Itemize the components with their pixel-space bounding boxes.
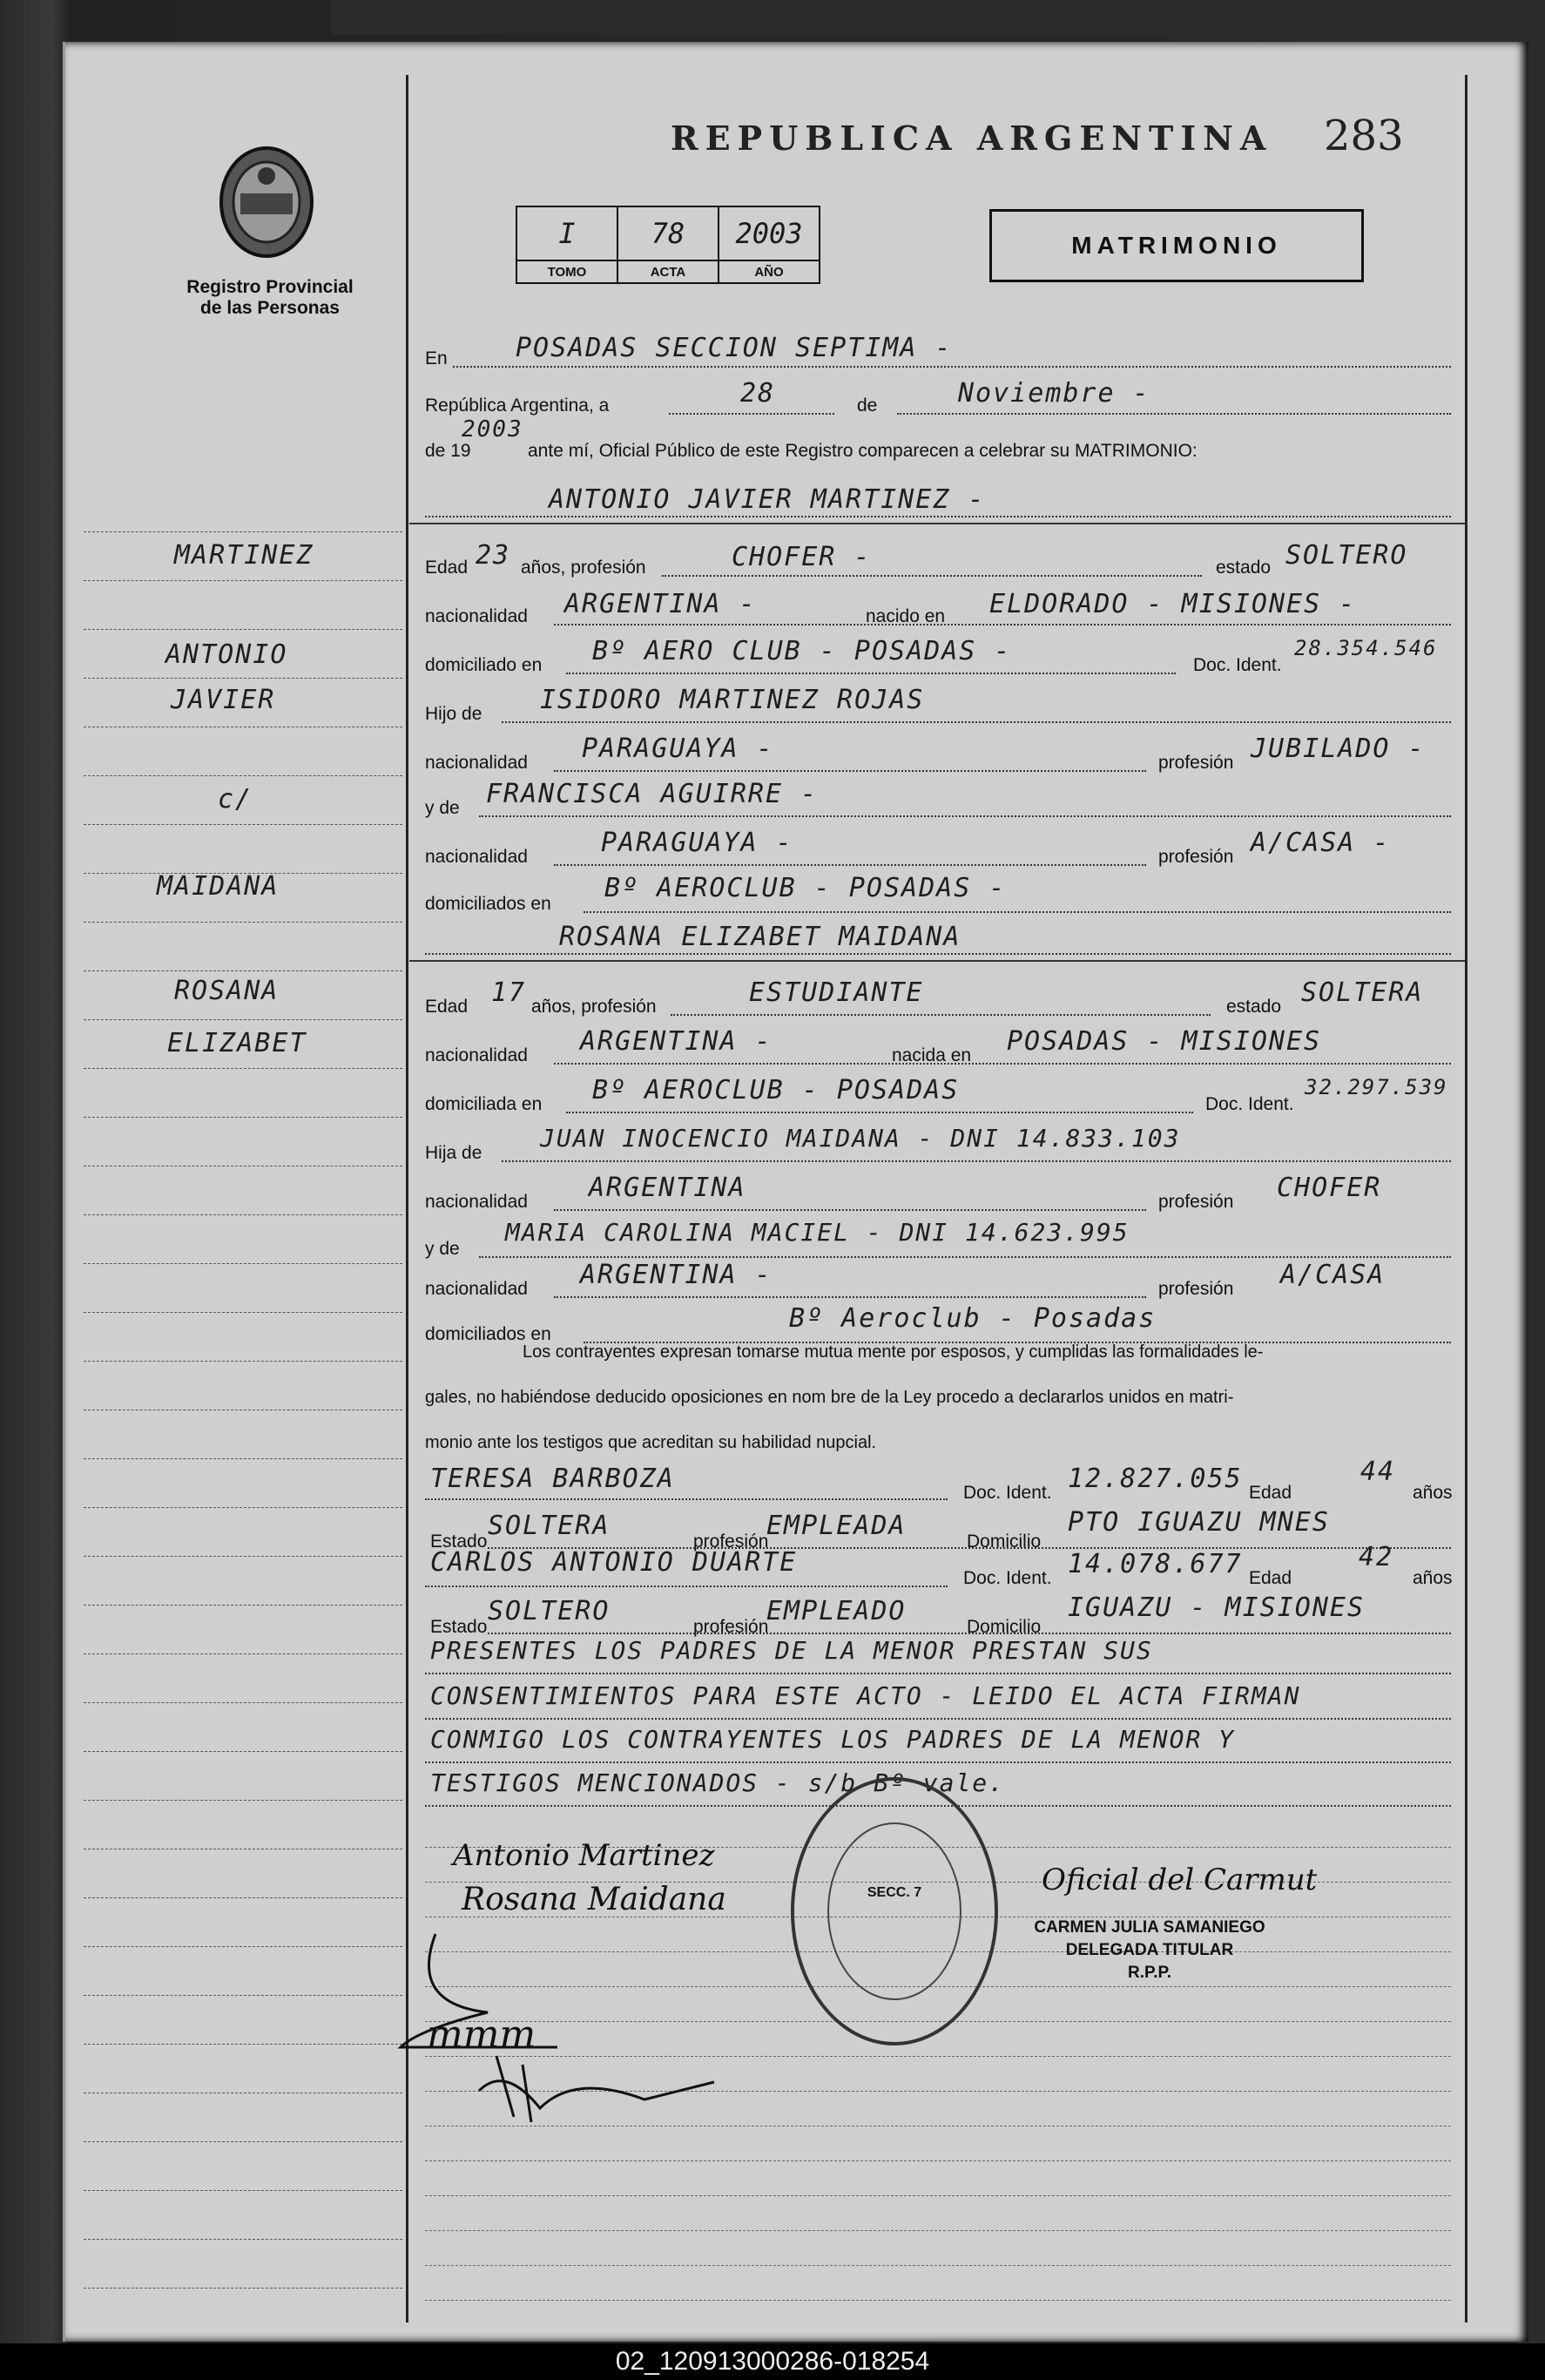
dotline: [425, 1673, 1451, 1674]
year-prefix: de 19: [425, 441, 471, 461]
margin-rule-line: [84, 824, 402, 825]
y-de-label: y de: [425, 798, 460, 818]
estado-label: Estado: [430, 1617, 488, 1637]
margin-rule-line: [84, 1117, 402, 1118]
witness-name: CARLOS ANTONIO DUARTE: [430, 1547, 798, 1578]
nacionalidad-label: nacionalidad: [425, 1279, 528, 1299]
groom-signature: Antonio Martinez: [453, 1838, 715, 1873]
margin-rule-line: [84, 1702, 402, 1703]
acta-label: ACTA: [617, 260, 719, 283]
doc-label: Doc. Ident.: [963, 1483, 1052, 1503]
domiciliados-label: domiciliados en: [425, 1324, 551, 1344]
signature-rule-line: [425, 2265, 1451, 2266]
dotline: [502, 1160, 1451, 1162]
en-label: En: [425, 348, 448, 368]
doc-label: Doc. Ident.: [963, 1568, 1052, 1588]
republica-label: República Argentina, a: [425, 396, 610, 416]
year-value: 2003: [462, 416, 523, 443]
dotline: [425, 1761, 1451, 1763]
profesion-label: años, profesión: [531, 997, 657, 1017]
margin-rule-line: [84, 1653, 402, 1654]
month-value: Noviembre -: [958, 378, 1150, 409]
margin-rule-line: [84, 580, 402, 581]
nacionalidad-label: nacionalidad: [425, 1192, 528, 1212]
bride-parents-domicilio: Bº Aeroclub - Posadas: [789, 1303, 1157, 1334]
nacionalidad-label: nacionalidad: [425, 606, 528, 626]
margin-rule-line: [84, 1507, 402, 1508]
domicilio-label: Domicilio: [967, 1617, 1042, 1637]
edad-label: Edad: [1249, 1483, 1292, 1503]
groom-estado: SOLTERO: [1285, 540, 1408, 571]
signature-rule-line: [425, 2230, 1451, 2231]
official-org: R.P.P.: [1127, 1964, 1171, 1982]
witness-estado: SOLTERA: [488, 1511, 611, 1541]
profesion-label: profesión: [1158, 1192, 1234, 1212]
witness-profesion: EMPLEADO: [766, 1596, 907, 1626]
witness-estado: SOLTERO: [488, 1596, 611, 1626]
witness-profesion: EMPLEADA: [766, 1511, 907, 1541]
signature-scribbles: [383, 1917, 801, 2126]
day-value: 28: [740, 378, 776, 409]
note-line-1: PRESENTES LOS PADRES DE LA MENOR PRESTAN SUS: [430, 1636, 1153, 1665]
section-divider: [409, 960, 1465, 962]
estado-label: Estado: [430, 1531, 488, 1552]
profesion-label: profesión: [693, 1617, 769, 1637]
bride-mother-nacionalidad: ARGENTINA -: [580, 1260, 772, 1290]
bride-nacionalidad: ARGENTINA -: [580, 1026, 772, 1057]
bride-father-nacionalidad: ARGENTINA: [589, 1173, 746, 1203]
witness-doc: 14.078.677: [1068, 1549, 1243, 1579]
tomo-label: TOMO: [516, 260, 617, 283]
nacionalidad-label: nacionalidad: [425, 847, 528, 867]
page-number: 283: [1324, 112, 1404, 160]
hija-label: Hija de: [425, 1143, 482, 1163]
margin-surname-2: MAIDANA: [157, 871, 280, 902]
bride-estado: SOLTERA: [1301, 977, 1424, 1008]
seal-text: SECC. 7: [867, 1885, 922, 1900]
margin-rule-line: [84, 1263, 402, 1264]
bride-mother-profesion: A/CASA: [1280, 1260, 1386, 1290]
dotline: [425, 953, 1451, 955]
declaration-line-3: monio ante los testigos que acreditan su habilidad nupcial.: [425, 1433, 877, 1452]
margin-rule-line: [84, 775, 402, 776]
margin-rule-line: [84, 922, 402, 923]
dotline: [554, 1296, 1146, 1298]
edad-label: Edad: [1249, 1568, 1292, 1588]
ante-text: ante mí, Oficial Público de este Registro comparecen a celebrar su MATRIMONIO:: [528, 441, 1198, 461]
margin-given-1b: JAVIER: [171, 685, 276, 715]
witness-domicilio: IGUAZU - MISIONES: [1068, 1592, 1366, 1623]
domiciliados-label: domiciliados en: [425, 894, 551, 914]
groom-parents-domicilio: Bº AEROCLUB - POSADAS -: [604, 873, 1007, 903]
margin-rule-line: [84, 678, 402, 679]
margin-rule-line: [84, 2190, 402, 2191]
official-name: CARMEN JULIA SAMANIEGO: [1034, 1918, 1265, 1937]
domicilio-label: domiciliada en: [425, 1094, 543, 1114]
margin-rule-line: [84, 1068, 402, 1069]
official-title: DELEGADA TITULAR: [1065, 1941, 1234, 1959]
groom-father-nacionalidad: PARAGUAYA -: [582, 734, 774, 764]
groom-profesion: CHOFER -: [732, 542, 872, 572]
margin-rule-line: [84, 1897, 402, 1898]
bride-signature: Rosana Maidana: [462, 1882, 726, 1917]
groom-nacionalidad: ARGENTINA -: [564, 589, 757, 619]
registry-line-2: de las Personas: [200, 298, 340, 318]
anos-label: años: [1413, 1568, 1453, 1588]
margin-rule-line: [84, 531, 402, 532]
margin-rule-line: [84, 2288, 402, 2289]
profesion-label: profesión: [693, 1531, 769, 1552]
margin-connector: c/: [218, 784, 253, 815]
anos-label: años: [1413, 1483, 1453, 1503]
bride-edad: 17: [491, 977, 527, 1008]
right-border: [1465, 75, 1467, 2323]
dotline: [502, 721, 1451, 723]
margin-rule-line: [84, 1751, 402, 1752]
declaration-line-1: Los contrayentes expresan tomarse mutua mente por esposos, y cumplidas las formalidades le-: [523, 1342, 1264, 1362]
margin-rule-line: [84, 1605, 402, 1606]
groom-father: ISIDORO MARTINEZ ROJAS: [540, 685, 925, 715]
note-line-3: CONMIGO LOS CONTRAYENTES LOS PADRES DE LA MENOR Y: [430, 1725, 1236, 1754]
note-line-2: CONSENTIMIENTOS PARA ESTE ACTO - LEIDO EL ACTA FIRMAN: [430, 1681, 1301, 1710]
dotline: [554, 864, 1146, 866]
profesion-label: años, profesión: [521, 558, 646, 578]
scan-top-edge: [331, 0, 1545, 35]
margin-rule-line: [84, 1995, 402, 1996]
ano-value: 2003: [719, 206, 820, 260]
witness-edad: 44: [1360, 1457, 1396, 1487]
dotline: [671, 1014, 1211, 1016]
bride-father-profesion: CHOFER: [1277, 1173, 1382, 1203]
groom-edad: 23: [476, 540, 511, 571]
section-divider: [409, 523, 1465, 524]
nacionalidad-label: nacionalidad: [425, 1045, 528, 1065]
dotline: [425, 1498, 948, 1500]
groom-domicilio: Bº AERO CLUB - POSADAS -: [592, 636, 1012, 666]
official-seal: [791, 1777, 998, 2045]
coat-of-arms-logo: [214, 141, 319, 263]
profesion-label: profesión: [1158, 847, 1234, 867]
registry-name: [165, 277, 374, 319]
nacionalidad-label: nacionalidad: [425, 753, 528, 773]
official-stamp: [1010, 1917, 1289, 1984]
margin-rule-line: [84, 1458, 402, 1459]
margin-rule-line: [84, 1312, 402, 1313]
signature-rule-line: [425, 2160, 1451, 2161]
dotline: [669, 413, 834, 415]
margin-given-2a: ROSANA: [174, 976, 280, 1006]
margin-rule-line: [84, 970, 402, 971]
bride-domicilio: Bº AEROCLUB - POSADAS: [592, 1075, 960, 1105]
seal-emblem: [827, 1822, 961, 2000]
dotline: [584, 911, 1451, 913]
witness-edad: 42: [1359, 1542, 1394, 1572]
domicilio-label: domiciliado en: [425, 655, 543, 675]
witness-domicilio: PTO IGUAZU MNES: [1068, 1507, 1330, 1538]
dotline: [554, 770, 1146, 772]
margin-rule-line: [84, 1800, 402, 1801]
witness-name: TERESA BARBOZA: [430, 1464, 675, 1494]
bride-nacida-en: POSADAS - MISIONES: [1007, 1026, 1322, 1057]
tomo-value: I: [516, 206, 617, 260]
ano-label: AÑO: [719, 260, 820, 283]
dotline: [566, 673, 1176, 674]
official-signature: Oficial del Carmut: [1042, 1863, 1318, 1897]
margin-rule-line: [84, 629, 402, 630]
margin-given-2b: ELIZABET: [167, 1028, 307, 1058]
edad-label: Edad: [425, 558, 469, 578]
bride-mother: MARIA CAROLINA MACIEL - DNI 14.623.995: [505, 1218, 1130, 1247]
bride-name: ROSANA ELIZABET MAIDANA: [559, 922, 961, 952]
bride-doc: 32.297.539: [1305, 1075, 1448, 1099]
margin-rule-line: [84, 1361, 402, 1362]
note-line-4: TESTIGOS MENCIONADOS - s/b Bº vale.: [430, 1768, 1006, 1797]
edad-label: Edad: [425, 997, 469, 1017]
dotline: [554, 1063, 1451, 1065]
dotline: [425, 516, 1451, 517]
record-type-box: MATRIMONIO: [989, 209, 1364, 282]
doc-label: Doc. Ident.: [1193, 655, 1282, 675]
profesion-label: profesión: [1158, 753, 1234, 773]
margin-rule-line: [84, 1556, 402, 1557]
witness-doc: 12.827.055: [1068, 1464, 1243, 1494]
margin-rule-line: [84, 2239, 402, 2240]
country-title: REPUBLICA ARGENTINA: [671, 118, 1273, 158]
nacida-label: nacida en: [892, 1045, 972, 1065]
groom-father-profesion: JUBILADO -: [1251, 734, 1426, 764]
groom-mother-profesion: A/CASA -: [1251, 828, 1391, 858]
dotline: [425, 1718, 1451, 1720]
groom-doc: 28.354.546: [1294, 636, 1438, 660]
dotline: [554, 1209, 1146, 1211]
margin-surname-1: MARTINEZ: [174, 540, 314, 571]
doc-label: Doc. Ident.: [1205, 1094, 1294, 1114]
groom-nacido-en: ELDORADO - MISIONES -: [989, 589, 1357, 619]
margin-given-1a: ANTONIO: [165, 639, 288, 670]
dotline: [897, 413, 1451, 415]
dotline: [662, 575, 1202, 577]
signature-rule-line: [425, 2300, 1451, 2301]
profesion-label: profesión: [1158, 1279, 1234, 1299]
y-de-label: y de: [425, 1239, 460, 1259]
nacido-label: nacido en: [866, 606, 946, 626]
dotline: [488, 1633, 1451, 1634]
dotline: [554, 624, 1451, 625]
bride-father: JUAN INOCENCIO MAIDANA - DNI 14.833.103: [540, 1124, 1181, 1153]
bride-profesion: ESTUDIANTE: [749, 977, 924, 1008]
domicilio-label: Domicilio: [967, 1531, 1042, 1552]
declaration-line-2: gales, no habiéndose deducido oposiciones en nom bre de la Ley procedo a declararlos unidos en matri-: [425, 1388, 1234, 1407]
signature-rule-line: [425, 2195, 1451, 2196]
groom-name: ANTONIO JAVIER MARTINEZ -: [549, 484, 986, 515]
acta-value: 78: [617, 206, 719, 260]
place-value: POSADAS SECCION SEPTIMA -: [516, 333, 953, 363]
hijo-label: Hijo de: [425, 704, 482, 724]
dotline: [566, 1112, 1193, 1113]
groom-mother-nacionalidad: PARAGUAYA -: [601, 828, 793, 858]
margin-rule-line: [84, 1019, 402, 1020]
margin-rule-line: [84, 1214, 402, 1215]
margin-rule-line: [84, 2141, 402, 2142]
dotline: [425, 1586, 948, 1587]
dotline: [479, 815, 1451, 817]
margin-rule-line: [84, 2044, 402, 2045]
file-id-footer: 02_120913000286-018254: [0, 2343, 1545, 2380]
estado-label: estado: [1226, 997, 1282, 1017]
margin-rule-line: [84, 1946, 402, 1947]
estado-label: estado: [1216, 558, 1272, 578]
registration-table: [516, 206, 820, 284]
registry-line-1: Registro Provincial: [186, 277, 354, 297]
parent-signature: mmm: [427, 2012, 536, 2057]
dotline: [453, 366, 1451, 368]
de-label: de: [857, 396, 878, 416]
dotline: [479, 1256, 1451, 1258]
groom-mother: FRANCISCA AGUIRRE -: [486, 779, 819, 809]
